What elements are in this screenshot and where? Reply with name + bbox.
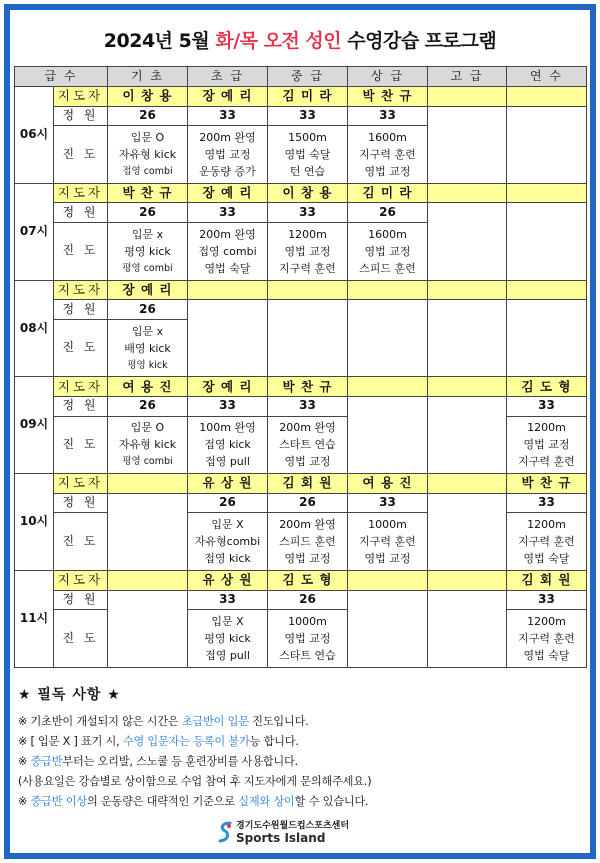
instructor-basic: 이 창 용 xyxy=(108,87,188,107)
progress-line: 지구력 훈련 xyxy=(518,535,575,549)
capacity-row xyxy=(15,300,587,320)
progress-training xyxy=(507,610,587,668)
progress-beginner xyxy=(188,513,268,571)
instructor-row xyxy=(15,474,587,494)
capacity-label: 정 원 xyxy=(54,203,108,223)
progress-line: 영법 교정 xyxy=(284,455,331,469)
note-text: 진도입니다. xyxy=(248,715,309,728)
instructor-intermediate: 김 도 형 xyxy=(268,571,348,591)
progress-line: 영법 숙달 xyxy=(204,261,251,275)
instructor-label: 지도자 xyxy=(54,87,108,107)
time-slot: 10시 xyxy=(15,474,54,571)
progress-line: 접영 kick xyxy=(204,552,251,566)
instructor-training xyxy=(507,183,587,203)
progress-intermediate xyxy=(268,126,348,184)
note-text: 의 운동량은 대략적인 기준으로 xyxy=(86,795,239,808)
logo-line1: 경기도수원월드컵스포츠센터 xyxy=(236,821,350,831)
instructor-row xyxy=(15,280,587,300)
progress-beginner xyxy=(188,610,268,668)
progress-line: 영법 교정 xyxy=(364,244,411,258)
instructor-intermediate: 김 미 라 xyxy=(268,87,348,107)
capacity-advanced xyxy=(428,493,507,570)
progress-line: 평영 combi xyxy=(122,456,173,468)
capacity-label: 정 원 xyxy=(54,590,108,610)
title-highlight: 화/목 오전 성인 xyxy=(215,30,342,52)
center-logo xyxy=(218,818,388,850)
title-suffix: 수영강습 프로그램 xyxy=(341,30,497,52)
progress-line: 영법 교정 xyxy=(284,244,331,258)
progress-line: 1200m xyxy=(288,227,327,241)
note-line xyxy=(18,792,584,812)
capacity-row xyxy=(15,493,587,513)
capacity-intermediate: 33 xyxy=(268,106,348,126)
progress-basic xyxy=(108,222,188,280)
capacity-upper xyxy=(348,397,428,474)
instructor-intermediate xyxy=(268,280,348,300)
capacity-upper: 26 xyxy=(348,203,428,223)
instructor-upper: 김 미 라 xyxy=(348,183,428,203)
progress-line: 1000m xyxy=(288,615,327,629)
progress-line: 자유형combi xyxy=(194,535,261,549)
instructor-row xyxy=(15,183,587,203)
capacity-training: 33 xyxy=(507,493,587,513)
progress-label: 진 도 xyxy=(54,513,108,571)
title-prefix: 2024년 5월 xyxy=(103,30,216,52)
instructor-basic xyxy=(108,474,188,494)
instructor-advanced xyxy=(428,377,507,397)
progress-line: 턴 연습 xyxy=(289,164,326,178)
header-training: 연 수 xyxy=(507,67,587,87)
progress-line: 접영 pull xyxy=(205,455,250,469)
notes-heading: ★ 필독 사항 ★ xyxy=(18,687,121,703)
logo-line2: Sports Island xyxy=(236,831,326,845)
progress-line: 자유형 kick xyxy=(118,147,177,161)
logo-mark-icon xyxy=(218,820,232,846)
time-slot: 09시 xyxy=(15,377,54,474)
note-text: ※ xyxy=(18,755,31,768)
capacity-advanced xyxy=(428,203,507,280)
instructor-intermediate: 이 창 용 xyxy=(268,183,348,203)
capacity-training xyxy=(507,106,587,183)
capacity-advanced xyxy=(428,397,507,474)
instructor-advanced xyxy=(428,183,507,203)
capacity-beginner: 33 xyxy=(188,203,268,223)
progress-line: 영법 숙달 xyxy=(523,649,570,663)
notes-section xyxy=(18,684,584,812)
note-highlight: 실제와 상이 xyxy=(238,795,295,808)
instructor-training: 박 찬 규 xyxy=(507,474,587,494)
progress-line: 스타트 연습 xyxy=(279,649,336,663)
progress-basic xyxy=(108,126,188,184)
progress-line: 지구력 훈련 xyxy=(359,535,416,549)
instructor-beginner: 유 상 원 xyxy=(188,571,268,591)
capacity-basic: 26 xyxy=(108,397,188,417)
time-slot: 08시 xyxy=(15,280,54,377)
note-text: 부터는 오리발, 스노쿨 등 훈련장비를 사용합니다. xyxy=(62,755,298,768)
notes-lines xyxy=(18,712,584,812)
capacity-beginner: 33 xyxy=(188,397,268,417)
progress-line: 영법 교정 xyxy=(364,552,411,566)
capacity-beginner: 33 xyxy=(188,590,268,610)
instructor-upper: 박 찬 규 xyxy=(348,87,428,107)
progress-line: 1200m xyxy=(527,518,566,532)
time-slot: 11시 xyxy=(15,571,54,668)
progress-line: 1200m xyxy=(527,615,566,629)
instructor-upper xyxy=(348,377,428,397)
capacity-basic: 26 xyxy=(108,203,188,223)
progress-line: 100m 완영 xyxy=(199,421,256,435)
capacity-training: 33 xyxy=(507,397,587,417)
note-line xyxy=(18,752,584,772)
progress-upper xyxy=(348,222,428,280)
capacity-upper: 33 xyxy=(348,106,428,126)
progress-line: 영법 교정 xyxy=(364,164,411,178)
capacity-basic: 26 xyxy=(108,300,188,320)
progress-line: 영법 숙달 xyxy=(523,552,570,566)
instructor-advanced xyxy=(428,474,507,494)
instructor-training xyxy=(507,87,587,107)
header-intermediate: 중 급 xyxy=(268,67,348,87)
progress-line: 접영 pull xyxy=(205,649,250,663)
note-highlight: 중급반 이상 xyxy=(30,795,87,808)
progress-line: 200m 완영 xyxy=(199,227,256,241)
instructor-label: 지도자 xyxy=(54,474,108,494)
capacity-upper: 33 xyxy=(348,493,428,513)
note-highlight: 중급반 xyxy=(30,755,63,768)
capacity-upper xyxy=(348,590,428,667)
instructor-advanced xyxy=(428,87,507,107)
progress-line: 자유형 kick xyxy=(118,438,177,452)
note-text: ※ 기초반이 개설되지 않은 시간은 xyxy=(18,715,182,728)
progress-line: 200m 완영 xyxy=(279,421,336,435)
progress-upper xyxy=(348,513,428,571)
progress-line: 1600m xyxy=(368,130,407,144)
instructor-basic: 박 찬 규 xyxy=(108,183,188,203)
instructor-advanced xyxy=(428,280,507,300)
progress-label: 진 도 xyxy=(54,610,108,668)
progress-beginner xyxy=(188,416,268,474)
capacity-row xyxy=(15,203,587,223)
note-highlight: 초급반이 입문 xyxy=(181,715,249,728)
instructor-upper xyxy=(348,571,428,591)
header-level: 급 수 xyxy=(15,67,108,87)
progress-line: 접영 kick xyxy=(204,438,251,452)
progress-intermediate xyxy=(268,416,348,474)
instructor-basic: 장 예 리 xyxy=(108,280,188,300)
progress-upper xyxy=(348,126,428,184)
instructor-advanced xyxy=(428,571,507,591)
progress-training xyxy=(507,513,587,571)
capacity-label: 정 원 xyxy=(54,493,108,513)
capacity-upper xyxy=(348,300,428,377)
header-beginner: 초 급 xyxy=(188,67,268,87)
header-row xyxy=(15,67,587,87)
capacity-training xyxy=(507,300,587,377)
instructor-row xyxy=(15,377,587,397)
instructor-basic xyxy=(108,571,188,591)
progress-intermediate xyxy=(268,610,348,668)
capacity-row xyxy=(15,590,587,610)
capacity-label: 정 원 xyxy=(54,300,108,320)
capacity-beginner: 33 xyxy=(188,106,268,126)
progress-label: 진 도 xyxy=(54,416,108,474)
progress-line: 지구력 훈련 xyxy=(359,147,416,161)
header-basic: 기 초 xyxy=(108,67,188,87)
instructor-beginner: 장 예 리 xyxy=(188,183,268,203)
instructor-basic: 여 용 진 xyxy=(108,377,188,397)
capacity-intermediate xyxy=(268,300,348,377)
schedule-table xyxy=(14,66,587,668)
progress-line: 입문 O xyxy=(130,421,165,435)
instructor-label: 지도자 xyxy=(54,280,108,300)
progress-line: 영법 교정 xyxy=(204,147,251,161)
progress-line: 배영 kick xyxy=(124,341,171,355)
progress-line: 스피드 훈련 xyxy=(359,261,416,275)
capacity-advanced xyxy=(428,106,507,183)
progress-intermediate xyxy=(268,513,348,571)
capacity-row xyxy=(15,106,587,126)
note-text: 능 합니다. xyxy=(249,735,299,748)
progress-line: 평영 combi xyxy=(122,262,173,274)
note-line xyxy=(18,712,584,732)
capacity-label: 정 원 xyxy=(54,397,108,417)
note-text: ※ [ 입문 X ] 표기 시, xyxy=(18,735,123,748)
progress-line: 입문 x xyxy=(131,324,164,338)
instructor-beginner xyxy=(188,280,268,300)
progress-line: 영법 숙달 xyxy=(284,147,331,161)
progress-line: 1500m xyxy=(288,130,327,144)
progress-basic xyxy=(108,416,188,474)
header-advanced: 고 급 xyxy=(428,67,507,87)
instructor-beginner: 장 예 리 xyxy=(188,377,268,397)
capacity-advanced xyxy=(428,300,507,377)
instructor-training xyxy=(507,280,587,300)
progress-line: 입문 X xyxy=(211,615,244,629)
progress-beginner xyxy=(188,126,268,184)
progress-label: 진 도 xyxy=(54,126,108,184)
progress-line: 평영 kick xyxy=(127,359,168,371)
progress-beginner xyxy=(188,222,268,280)
progress-line: 접영 combi xyxy=(122,165,173,177)
progress-line: 영법 교정 xyxy=(284,552,331,566)
capacity-label: 정 원 xyxy=(54,106,108,126)
capacity-basic xyxy=(108,493,188,570)
instructor-upper: 여 용 진 xyxy=(348,474,428,494)
progress-line: 입문 O xyxy=(130,130,165,144)
note-text: (사용요일은 강습별로 상이함으로 수업 참여 후 지도자에게 문의해주세요.) xyxy=(18,775,372,788)
progress-line: 스타트 연습 xyxy=(279,438,336,452)
capacity-intermediate: 26 xyxy=(268,493,348,513)
page-title xyxy=(0,26,600,53)
instructor-label: 지도자 xyxy=(54,377,108,397)
instructor-beginner: 유 상 원 xyxy=(188,474,268,494)
progress-line: 200m 완영 xyxy=(279,518,336,532)
instructor-label: 지도자 xyxy=(54,183,108,203)
progress-basic xyxy=(108,319,188,377)
progress-line: 지구력 훈련 xyxy=(518,632,575,646)
progress-line: 영법 교정 xyxy=(523,438,570,452)
time-slot: 07시 xyxy=(15,183,54,280)
progress-label: 진 도 xyxy=(54,319,108,377)
progress-line: 1000m xyxy=(368,518,407,532)
progress-line: 입문 x xyxy=(131,227,164,241)
progress-line: 스피드 훈련 xyxy=(279,535,336,549)
header-upper: 상 급 xyxy=(348,67,428,87)
progress-line: 운동량 증가 xyxy=(199,164,256,178)
note-text: ※ xyxy=(18,795,31,808)
progress-line: 입문 X xyxy=(211,518,244,532)
progress-line: 접영 combi xyxy=(198,244,257,258)
progress-line: 영법 교정 xyxy=(284,632,331,646)
progress-line: 지구력 훈련 xyxy=(279,261,336,275)
progress-line: 1600m xyxy=(368,227,407,241)
progress-training xyxy=(507,416,587,474)
capacity-advanced xyxy=(428,590,507,667)
time-slot: 06시 xyxy=(15,87,54,184)
capacity-intermediate: 33 xyxy=(268,203,348,223)
progress-line: 1200m xyxy=(527,421,566,435)
progress-intermediate xyxy=(268,222,348,280)
instructor-row xyxy=(15,87,587,107)
capacity-training: 33 xyxy=(507,590,587,610)
capacity-basic: 26 xyxy=(108,106,188,126)
capacity-intermediate: 26 xyxy=(268,590,348,610)
note-text: 할 수 있습니다. xyxy=(294,795,369,808)
progress-line: 평영 kick xyxy=(124,244,171,258)
progress-line: 지구력 훈련 xyxy=(518,455,575,469)
instructor-training: 김 도 형 xyxy=(507,377,587,397)
capacity-basic xyxy=(108,590,188,667)
instructor-upper xyxy=(348,280,428,300)
instructor-label: 지도자 xyxy=(54,571,108,591)
instructor-beginner: 장 예 리 xyxy=(188,87,268,107)
capacity-training xyxy=(507,203,587,280)
instructor-row xyxy=(15,571,587,591)
instructor-intermediate: 김 회 원 xyxy=(268,474,348,494)
instructor-training: 김 회 원 xyxy=(507,571,587,591)
capacity-row xyxy=(15,397,587,417)
progress-label: 진 도 xyxy=(54,222,108,280)
progress-line: 200m 완영 xyxy=(199,130,256,144)
note-line xyxy=(18,772,584,792)
capacity-beginner: 26 xyxy=(188,493,268,513)
note-line xyxy=(18,732,584,752)
instructor-intermediate: 박 찬 규 xyxy=(268,377,348,397)
progress-line: 평영 kick xyxy=(204,632,251,646)
capacity-beginner xyxy=(188,300,268,377)
capacity-intermediate: 33 xyxy=(268,397,348,417)
note-highlight: 수영 입문자는 등록이 불가 xyxy=(122,735,250,748)
